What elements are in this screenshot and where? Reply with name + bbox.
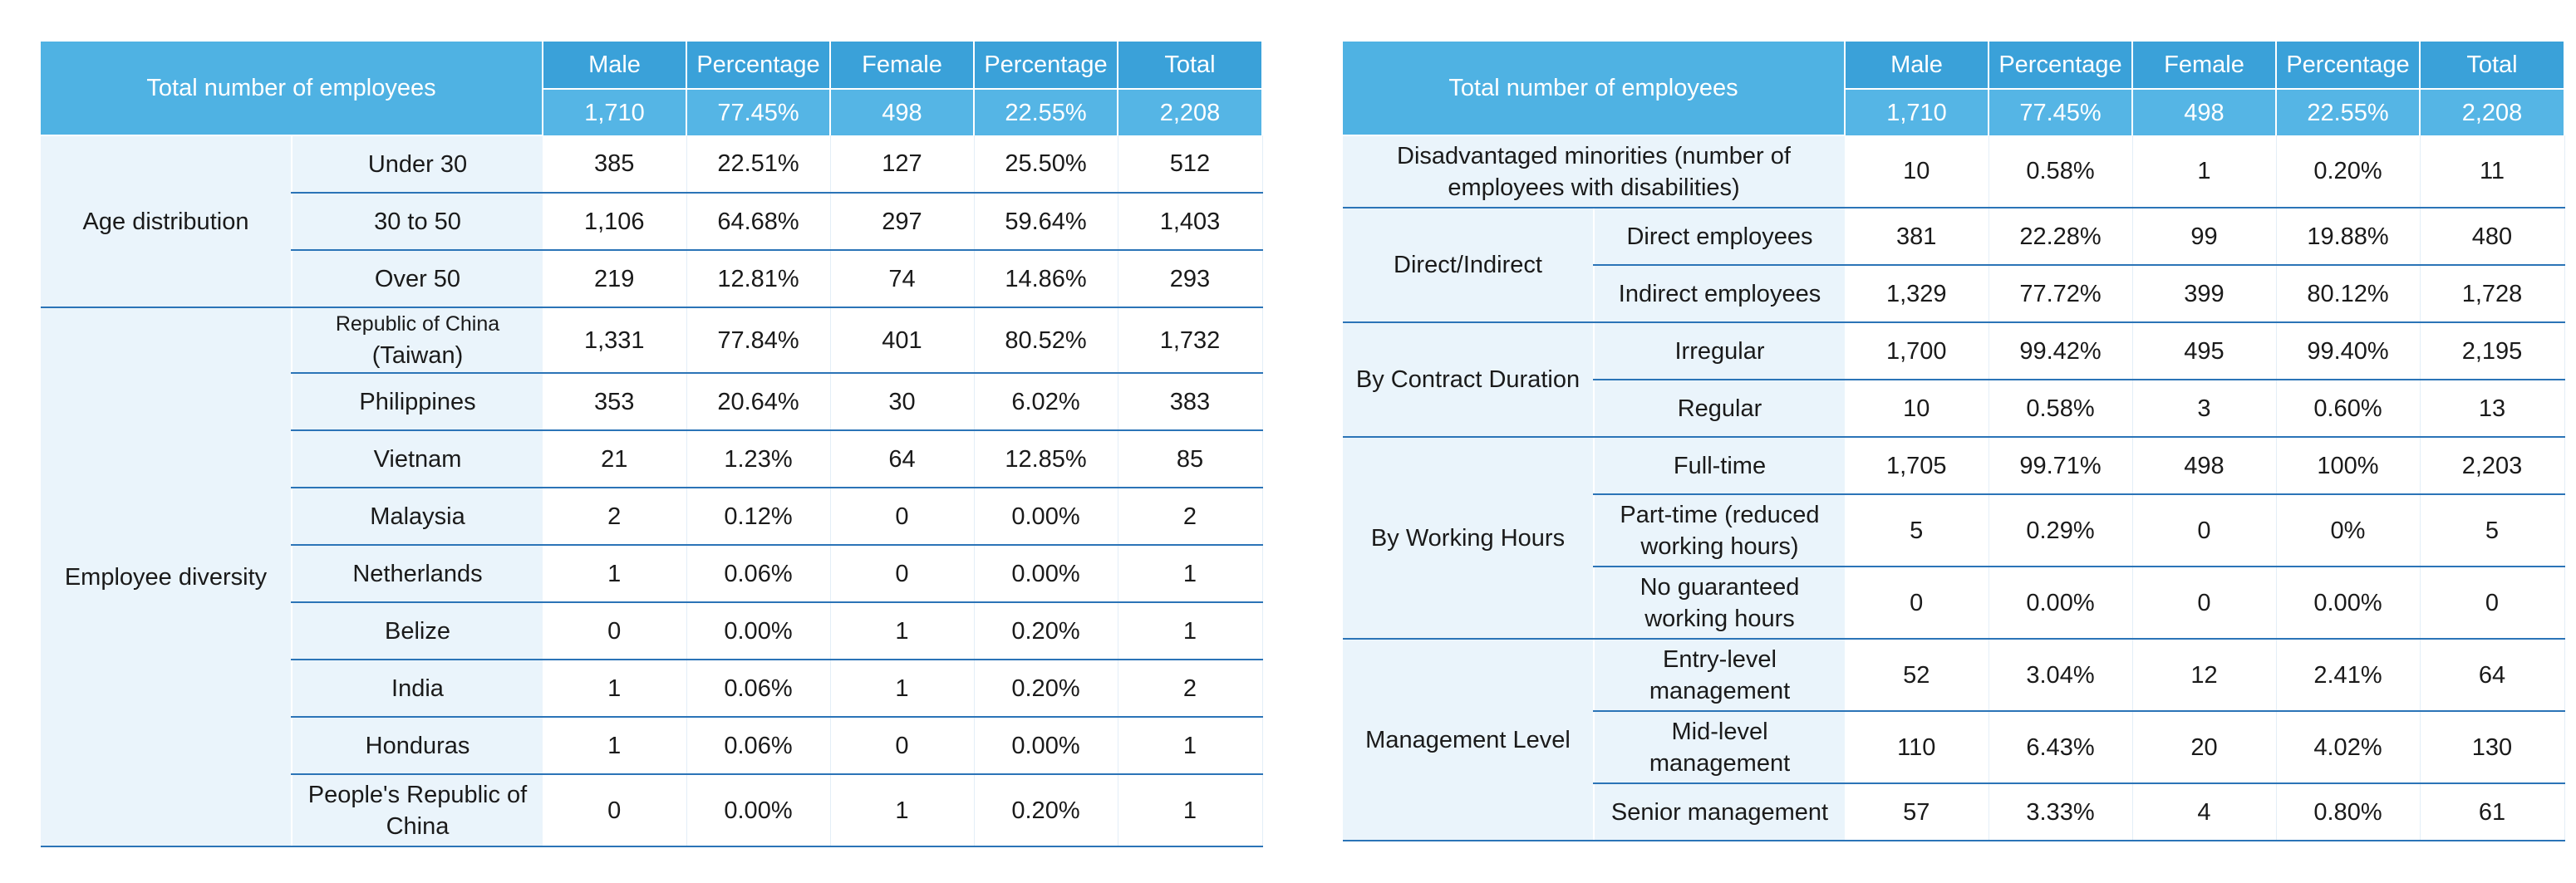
cell-value: 22.51%: [686, 135, 830, 193]
cell-value: 0.20%: [974, 660, 1118, 717]
cell-value: 0.06%: [686, 660, 830, 717]
cell-value: 2,203: [2420, 437, 2564, 494]
row-label: Vietnam: [292, 430, 543, 488]
employee-contract-management-table: [1343, 42, 2565, 841]
row-label: Entry-level management: [1594, 639, 1845, 711]
direct-indirect-label: Direct/Indirect: [1343, 208, 1594, 322]
cell-value: 1,329: [1845, 265, 1989, 322]
cell-value: 1: [1118, 602, 1262, 660]
cell-value: 399: [2132, 265, 2276, 322]
cell-value: 498: [2132, 437, 2276, 494]
cell-value: 10: [1845, 135, 1989, 208]
cell-value: 1: [1118, 545, 1262, 602]
cell-value: 0.00%: [686, 774, 830, 846]
cell-value: 14.86%: [974, 250, 1118, 307]
cell-value: 0: [830, 545, 974, 602]
cell-value: 0: [543, 602, 686, 660]
row-label: Indirect employees: [1594, 265, 1845, 322]
row-label: Full-time: [1594, 437, 1845, 494]
cell-value: 0.00%: [2276, 567, 2420, 639]
employee-age-diversity-table: [41, 42, 1263, 847]
total-value: 77.45%: [686, 89, 830, 135]
cell-value: 80.12%: [2276, 265, 2420, 322]
cell-value: 297: [830, 193, 974, 250]
cell-value: 480: [2420, 208, 2564, 265]
cell-value: 0: [2420, 567, 2564, 639]
cell-value: 1,705: [1845, 437, 1989, 494]
cell-value: 0.29%: [1989, 494, 2132, 567]
cell-value: 1,403: [1118, 193, 1262, 250]
cell-value: 11: [2420, 135, 2564, 208]
table-row: [1343, 322, 2564, 380]
cell-value: 381: [1845, 208, 1989, 265]
cell-value: 0.00%: [974, 488, 1118, 545]
cell-value: 1,106: [543, 193, 686, 250]
cell-value: 61: [2420, 783, 2564, 841]
cell-value: 100%: [2276, 437, 2420, 494]
cell-value: 1: [543, 717, 686, 774]
cell-value: 2: [543, 488, 686, 545]
column-header: Female: [830, 42, 974, 89]
cell-value: 22.28%: [1989, 208, 2132, 265]
row-label: Philippines: [292, 373, 543, 430]
management-level-label: Management Level: [1343, 639, 1594, 841]
cell-value: 130: [2420, 711, 2564, 783]
cell-value: 1,700: [1845, 322, 1989, 380]
cell-value: 1: [2132, 135, 2276, 208]
row-label: Senior management: [1594, 783, 1845, 841]
cell-value: 0: [2132, 494, 2276, 567]
cell-value: 385: [543, 135, 686, 193]
total-value: 22.55%: [974, 89, 1118, 135]
cell-value: 19.88%: [2276, 208, 2420, 265]
row-label: Malaysia: [292, 488, 543, 545]
row-label-small: Republic of China: [335, 312, 500, 336]
row-label: Irregular: [1594, 322, 1845, 380]
column-header: Percentage: [974, 42, 1118, 89]
cell-value: 0.58%: [1989, 135, 2132, 208]
row-label: [292, 307, 543, 373]
cell-value: 21: [543, 430, 686, 488]
cell-value: 1: [543, 545, 686, 602]
table-row: [41, 135, 1262, 193]
cell-value: 1: [1118, 774, 1262, 846]
column-header: Percentage: [686, 42, 830, 89]
cell-value: 0: [1845, 567, 1989, 639]
cell-value: 0.06%: [686, 717, 830, 774]
row-label: India: [292, 660, 543, 717]
cell-value: 1,331: [543, 307, 686, 373]
cell-value: 80.52%: [974, 307, 1118, 373]
total-value: 1,710: [1845, 89, 1989, 135]
cell-value: 0.12%: [686, 488, 830, 545]
cell-value: 3: [2132, 380, 2276, 437]
cell-value: 20.64%: [686, 373, 830, 430]
cell-value: 0.20%: [974, 774, 1118, 846]
table-row: [1343, 639, 2564, 711]
row-label: Mid-level management: [1594, 711, 1845, 783]
cell-value: 1,728: [2420, 265, 2564, 322]
cell-value: 4.02%: [2276, 711, 2420, 783]
cell-value: 30: [830, 373, 974, 430]
row-label: Direct employees: [1594, 208, 1845, 265]
row-label-suffix: (Taiwan): [371, 342, 464, 369]
cell-value: 12.85%: [974, 430, 1118, 488]
cell-value: 10: [1845, 380, 1989, 437]
cell-value: 353: [543, 373, 686, 430]
cell-value: 1: [830, 602, 974, 660]
row-label: Honduras: [292, 717, 543, 774]
cell-value: 293: [1118, 250, 1262, 307]
cell-value: 12.81%: [686, 250, 830, 307]
row-label: Regular: [1594, 380, 1845, 437]
cell-value: 1: [830, 774, 974, 846]
cell-value: 0.00%: [974, 545, 1118, 602]
cell-value: 4: [2132, 783, 2276, 841]
cell-value: 0.20%: [2276, 135, 2420, 208]
row-label: People's Republic of China: [292, 774, 543, 846]
cell-value: 25.50%: [974, 135, 1118, 193]
row-label: Under 30: [292, 135, 543, 193]
cell-value: 127: [830, 135, 974, 193]
cell-value: 13: [2420, 380, 2564, 437]
column-header: Percentage: [1989, 42, 2132, 89]
total-value: 2,208: [2420, 89, 2564, 135]
cell-value: 2,195: [2420, 322, 2564, 380]
cell-value: 64: [830, 430, 974, 488]
age-distribution-label: Age distribution: [41, 135, 292, 307]
row-label: No guaranteed working hours: [1594, 567, 1845, 639]
column-header: Total: [2420, 42, 2564, 89]
cell-value: 3.33%: [1989, 783, 2132, 841]
cell-value: 0: [543, 774, 686, 846]
cell-value: 1.23%: [686, 430, 830, 488]
cell-value: 6.43%: [1989, 711, 2132, 783]
cell-value: 0: [2132, 567, 2276, 639]
cell-value: 0.80%: [2276, 783, 2420, 841]
row-label: Over 50: [292, 250, 543, 307]
total-value: 498: [830, 89, 974, 135]
employee-diversity-label: Employee diversity: [41, 307, 292, 846]
row-label: Netherlands: [292, 545, 543, 602]
cell-value: 0.00%: [974, 717, 1118, 774]
table-row: [1343, 437, 2564, 494]
cell-value: 64.68%: [686, 193, 830, 250]
table-row: [41, 307, 1262, 373]
cell-value: 5: [1845, 494, 1989, 567]
cell-value: 401: [830, 307, 974, 373]
cell-value: 5: [2420, 494, 2564, 567]
cell-value: 74: [830, 250, 974, 307]
header-row: [41, 42, 1262, 89]
total-value: 77.45%: [1989, 89, 2132, 135]
cell-value: 99: [2132, 208, 2276, 265]
row-label: Belize: [292, 602, 543, 660]
cell-value: 59.64%: [974, 193, 1118, 250]
cell-value: 2.41%: [2276, 639, 2420, 711]
total-value: 22.55%: [2276, 89, 2420, 135]
cell-value: 383: [1118, 373, 1262, 430]
cell-value: 110: [1845, 711, 1989, 783]
column-header: Female: [2132, 42, 2276, 89]
cell-value: 85: [1118, 430, 1262, 488]
cell-value: 64: [2420, 639, 2564, 711]
cell-value: 77.72%: [1989, 265, 2132, 322]
cell-value: 0.00%: [1989, 567, 2132, 639]
column-header: Male: [1845, 42, 1989, 89]
cell-value: 0: [830, 717, 974, 774]
total-employees-title: Total number of employees: [41, 42, 543, 135]
total-value: 498: [2132, 89, 2276, 135]
cell-value: 6.02%: [974, 373, 1118, 430]
cell-value: 512: [1118, 135, 1262, 193]
contract-duration-label: By Contract Duration: [1343, 322, 1594, 437]
row-label: 30 to 50: [292, 193, 543, 250]
cell-value: 99.40%: [2276, 322, 2420, 380]
cell-value: 3.04%: [1989, 639, 2132, 711]
cell-value: 2: [1118, 660, 1262, 717]
total-value: 1,710: [543, 89, 686, 135]
cell-value: 0.00%: [686, 602, 830, 660]
cell-value: 0%: [2276, 494, 2420, 567]
cell-value: 2: [1118, 488, 1262, 545]
cell-value: 52: [1845, 639, 1989, 711]
cell-value: 1: [830, 660, 974, 717]
cell-value: 57: [1845, 783, 1989, 841]
row-label: Part-time (reduced working hours): [1594, 494, 1845, 567]
cell-value: 99.71%: [1989, 437, 2132, 494]
column-header: Total: [1118, 42, 1262, 89]
cell-value: 12: [2132, 639, 2276, 711]
table-row: [1343, 208, 2564, 265]
cell-value: 0.60%: [2276, 380, 2420, 437]
cell-value: 1,732: [1118, 307, 1262, 373]
cell-value: 0.20%: [974, 602, 1118, 660]
column-header: Male: [543, 42, 686, 89]
table-row: [1343, 135, 2564, 208]
disadvantaged-minorities-label: Disadvantaged minorities (number of employees with disabilities): [1343, 135, 1845, 208]
column-header: Percentage: [2276, 42, 2420, 89]
cell-value: 495: [2132, 322, 2276, 380]
header-row: [1343, 42, 2564, 89]
working-hours-label: By Working Hours: [1343, 437, 1594, 639]
cell-value: 0.58%: [1989, 380, 2132, 437]
cell-value: 0: [830, 488, 974, 545]
cell-value: 99.42%: [1989, 322, 2132, 380]
total-employees-title: Total number of employees: [1343, 42, 1845, 135]
cell-value: 219: [543, 250, 686, 307]
cell-value: 0.06%: [686, 545, 830, 602]
cell-value: 1: [1118, 717, 1262, 774]
cell-value: 77.84%: [686, 307, 830, 373]
total-value: 2,208: [1118, 89, 1262, 135]
cell-value: 20: [2132, 711, 2276, 783]
cell-value: 1: [543, 660, 686, 717]
